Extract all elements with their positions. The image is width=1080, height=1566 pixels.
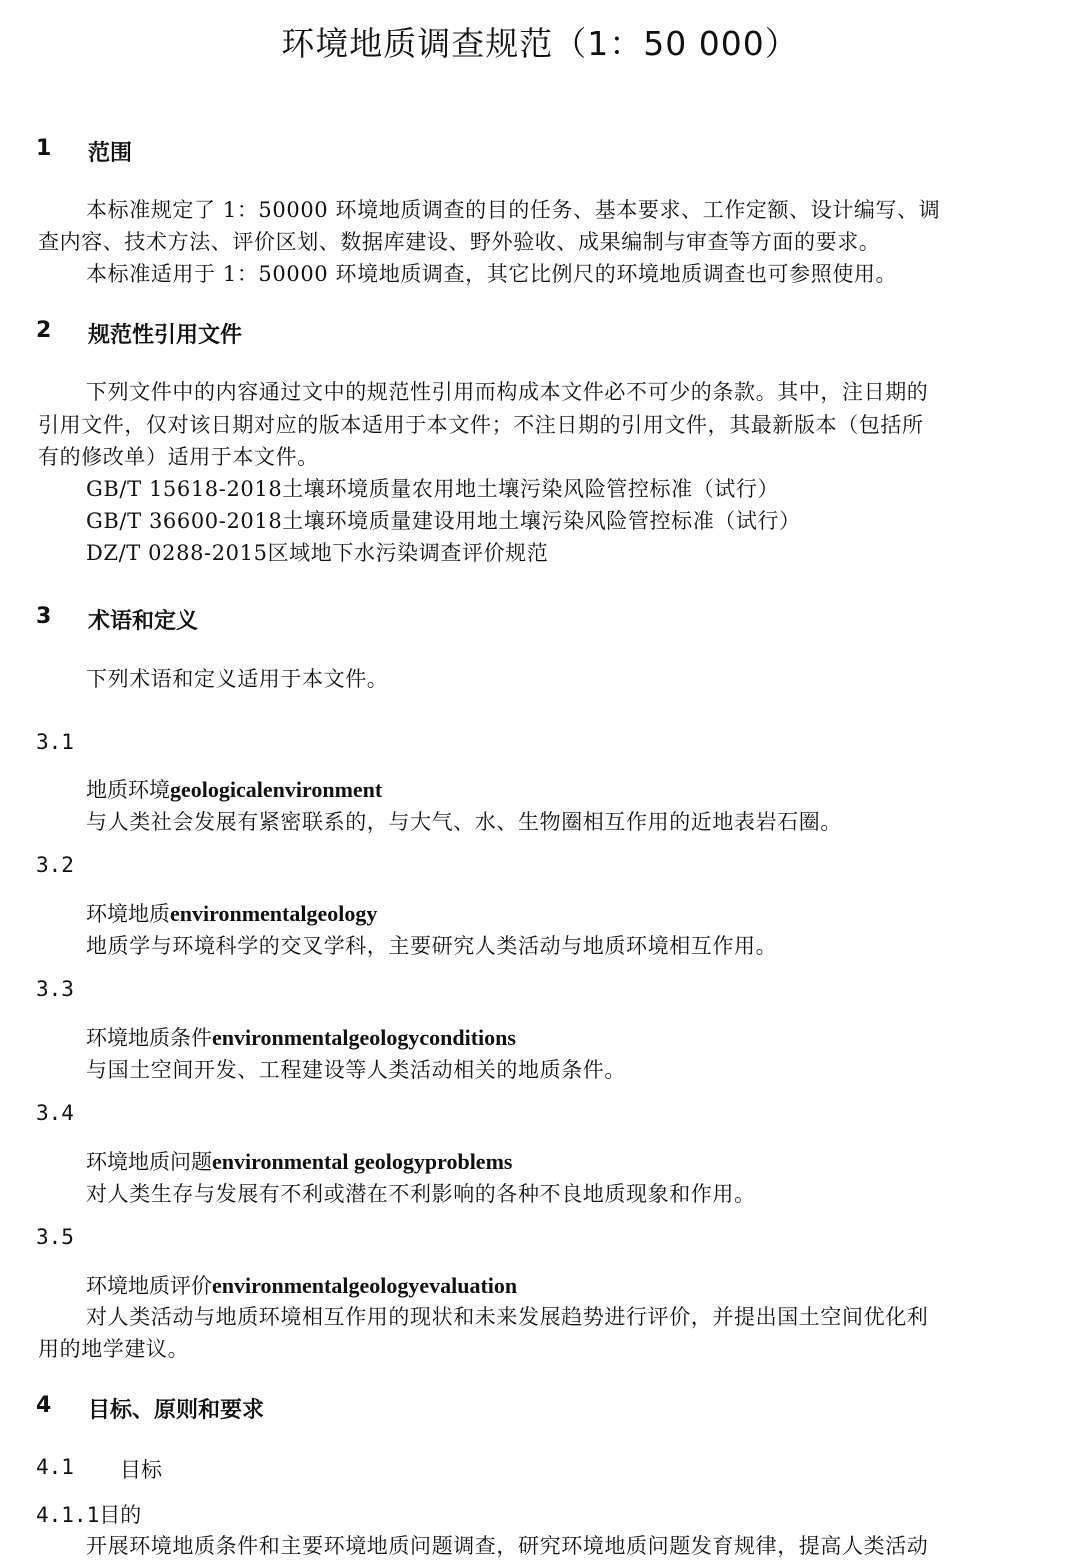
term-definition: 地质学与环境科学的交叉学科，主要研究人类活动与地质环境相互作用。	[86, 934, 778, 958]
section-4-heading	[36, 1393, 436, 1423]
reference-item: GB/T 36600-2018土壤环境质量建设用地土壤污染风险管控标准（试行）	[86, 509, 801, 533]
subsection-number: 3.3	[36, 977, 74, 1001]
term-definition: 用的地学建议。	[38, 1337, 190, 1361]
paragraph-line: 有的修改单）适用于本文件。	[38, 445, 319, 469]
term-en: environmentalgeologyevaluation	[212, 1273, 518, 1298]
term-heading	[86, 774, 382, 804]
paragraph-line: 查内容、技术方法、评价区划、数据库建设、野外验收、成果编制与审查等方面的要求。	[38, 230, 881, 254]
section-1-heading	[36, 136, 436, 166]
section-title: 目标、原则和要求	[88, 1398, 265, 1423]
paragraph-line: 开展环境地质条件和主要环境地质问题调查，研究环境地质问题发育规律，提高人类活动	[86, 1534, 929, 1558]
subsection-number: 3.5	[36, 1225, 74, 1249]
subsection-number: 3.4	[36, 1101, 74, 1125]
subsection-number: 3.2	[36, 853, 74, 877]
term-heading	[86, 1270, 517, 1300]
term-heading	[86, 1146, 512, 1176]
term-en: environmentalgeology	[170, 901, 378, 926]
term-zh: 环境地质问题	[86, 1150, 212, 1174]
subsubsection-heading: 4.1.1目的	[36, 1503, 142, 1527]
subsection-number: 4.1	[36, 1455, 74, 1479]
term-zh: 环境地质	[86, 902, 170, 926]
term-definition: 对人类生存与发展有不利或潜在不利影响的各种不良地质现象和作用。	[86, 1182, 756, 1206]
section-2-heading	[36, 318, 436, 348]
document-title: 环境地质调查规范（1：50 000）	[281, 24, 799, 63]
section-number: 1	[36, 136, 52, 161]
section-title: 术语和定义	[88, 609, 199, 634]
term-definition: 对人类活动与地质环境相互作用的现状和未来发展趋势进行评价，并提出国土空间优化利	[86, 1305, 929, 1329]
reference-item: DZ/T 0288-2015区域地下水污染调查评价规范	[86, 541, 549, 565]
section-3-heading	[36, 604, 436, 634]
paragraph-line: 本标准适用于 1：50000 环境地质调查，其它比例尺的环境地质调查也可参照使用。	[86, 262, 898, 286]
term-heading	[86, 898, 377, 928]
term-en: geologicalenvironment	[170, 777, 383, 802]
section-number: 2	[36, 318, 52, 343]
section-number: 3	[36, 604, 52, 629]
term-en: environmental geologyproblems	[212, 1149, 513, 1174]
paragraph-line: 下列文件中的内容通过文中的规范性引用而构成本文件必不可少的条款。其中，注日期的	[86, 380, 929, 404]
paragraph-line: 下列术语和定义适用于本文件。	[86, 667, 389, 691]
term-zh: 环境地质条件	[86, 1026, 212, 1050]
section-number: 4	[36, 1393, 52, 1418]
paragraph-line: 本标准规定了 1：50000 环境地质调查的目的任务、基本要求、工作定额、设计编写、调	[86, 198, 941, 222]
term-heading	[86, 1022, 516, 1052]
paragraph-line: 引用文件，仅对该日期对应的版本适用于本文件；不注日期的引用文件，其最新版本（包括所	[38, 413, 924, 437]
term-zh: 地质环境	[86, 778, 170, 802]
subsection-title: 目标	[120, 1458, 162, 1482]
section-title: 规范性引用文件	[88, 323, 243, 348]
term-definition: 与人类社会发展有紧密联系的，与大气、水、生物圈相互作用的近地表岩石圈。	[86, 810, 842, 834]
term-en: environmentalgeologyconditions	[212, 1025, 516, 1050]
term-zh: 环境地质评价	[86, 1274, 212, 1298]
term-definition: 与国土空间开发、工程建设等人类活动相关的地质条件。	[86, 1058, 626, 1082]
reference-item: GB/T 15618-2018土壤环境质量农用地土壤污染风险管控标准（试行）	[86, 477, 780, 501]
section-title: 范围	[88, 141, 133, 166]
subsection-number: 3.1	[36, 730, 74, 754]
